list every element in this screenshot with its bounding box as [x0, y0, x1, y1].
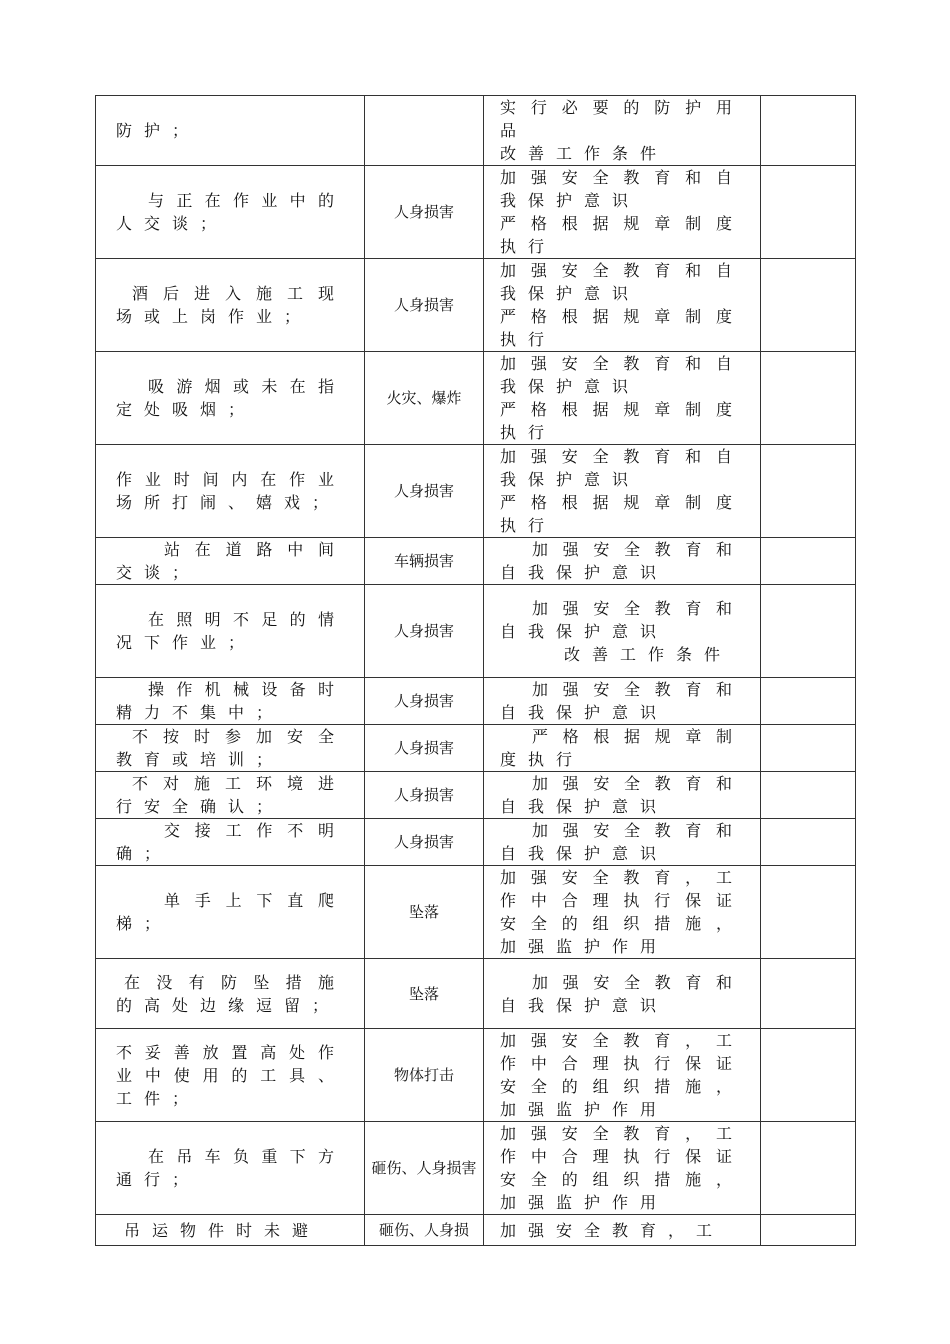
consequence-cell: 坠落: [365, 959, 484, 1029]
table-row: [96, 1029, 856, 1122]
hazard-cell: 与正在作业中的人交谈；: [96, 166, 365, 259]
measures-cell: [484, 352, 761, 445]
remark-cell: [761, 166, 856, 259]
consequence-cell: 人身损害: [365, 772, 484, 819]
measures-cell: [484, 1122, 761, 1215]
remark-cell: [761, 959, 856, 1029]
consequence-cell: 人身损害: [365, 725, 484, 772]
hazard-cell: 交接工作不明确；: [96, 819, 365, 866]
measure-line: 加强安全教育和自我保护意识: [500, 447, 744, 489]
measure-line: 加强安全教育和自我保护意识: [500, 540, 744, 582]
consequence-cell: 人身损害: [365, 678, 484, 725]
remark-cell: [761, 1029, 856, 1122]
measure-line: 加强安全教育和自我保护意识: [500, 774, 744, 816]
consequence-cell: 物体打击: [365, 1029, 484, 1122]
consequence-cell: 人身损害: [365, 259, 484, 352]
hazard-cell: 操作机械设备时精力不集中；: [96, 678, 365, 725]
measure-line: 加强安全教育和自我保护意识: [500, 821, 744, 863]
remark-cell: [761, 1122, 856, 1215]
hazard-cell: 吸游烟或未在指定处吸烟；: [96, 352, 365, 445]
consequence-cell: 火灾、爆炸: [365, 352, 484, 445]
table-row: [96, 352, 856, 445]
table-row: [96, 866, 856, 959]
measures-cell: [484, 772, 761, 819]
measures-cell: [484, 96, 761, 166]
measure-line: 加强安全教育和自我保护意识: [500, 168, 744, 210]
hazard-cell: 站在道路中间交谈；: [96, 538, 365, 585]
table-row: [96, 445, 856, 538]
measures-cell: [484, 678, 761, 725]
consequence-cell: 坠落: [365, 866, 484, 959]
table-row: [96, 772, 856, 819]
table-row: [96, 166, 856, 259]
table-row: [96, 1122, 856, 1215]
hazard-cell: 酒后进入施工现场或上岗作业；: [96, 259, 365, 352]
consequence-cell: [365, 96, 484, 166]
remark-cell: [761, 866, 856, 959]
hazard-cell: 在吊车负重下方通行；: [96, 1122, 365, 1215]
measures-cell: [484, 259, 761, 352]
remark-cell: [761, 259, 856, 352]
measure-line: 严格根据规章制度执行: [500, 214, 744, 256]
consequence-cell: 人身损害: [365, 445, 484, 538]
remark-cell: [761, 585, 856, 678]
remark-cell: [761, 445, 856, 538]
hazard-cell: 不妥善放置高处作业中使用的工具、工件；: [96, 1029, 365, 1122]
remark-cell: [761, 678, 856, 725]
measures-cell: [484, 725, 761, 772]
measures-cell: [484, 959, 761, 1029]
measures-cell: [484, 445, 761, 538]
consequence-cell: 砸伤、人身损: [365, 1215, 484, 1246]
measure-line: 实行必要的防护用品: [500, 98, 744, 140]
measure-line: 加强安全教育和自我保护意识: [500, 680, 744, 722]
table-row: [96, 725, 856, 772]
remark-cell: [761, 725, 856, 772]
table-row: [96, 678, 856, 725]
measure-line: 加强安全教育，工作中合理执行保证安全的组织措施，加强监护作用: [500, 1124, 744, 1212]
measure-line: 加强安全教育和自我保护意识: [500, 972, 744, 1015]
measure-line: 改善工作条件: [564, 644, 733, 664]
measure-line: 严格根据规章制度执行: [500, 493, 744, 535]
consequence-cell: 车辆损害: [365, 538, 484, 585]
consequence-cell: 砸伤、人身损害: [365, 1122, 484, 1215]
consequence-cell: 人身损害: [365, 585, 484, 678]
measure-line: 改善工作条件: [500, 144, 669, 163]
measure-line: 加强安全教育和自我保护意识: [500, 354, 744, 396]
measure-line: 严格根据规章制度执行: [500, 400, 744, 442]
measure-line: 加强安全教育，工作中合理执行保证安全的组织措施，加强监护作用: [500, 1031, 744, 1119]
measures-cell: [484, 166, 761, 259]
table-row: [96, 259, 856, 352]
table-row: [96, 585, 856, 678]
consequence-cell: 人身损害: [365, 166, 484, 259]
hazard-cell: 在没有防坠措施的高处边缘逗留；: [96, 959, 365, 1029]
remark-cell: [761, 772, 856, 819]
table-row: [96, 819, 856, 866]
table-row: [96, 538, 856, 585]
measure-line: 严格根据规章制度执行: [500, 307, 744, 349]
remark-cell: [761, 96, 856, 166]
hazard-cell: 在照明不足的情况下作业；: [96, 585, 365, 678]
table-row: [96, 959, 856, 1029]
hazard-cell: 作业时间内在作业场所打闹、嬉戏；: [96, 445, 365, 538]
measures-cell: [484, 585, 761, 678]
hazard-cell: 单手上下直爬梯；: [96, 866, 365, 959]
measures-cell: [484, 1215, 761, 1246]
measure-line: 加强安全教育，工作中合理执行保证安全的组织措施，加强监护作用: [500, 868, 744, 956]
remark-cell: [761, 1215, 856, 1246]
measures-cell: [484, 866, 761, 959]
measures-cell: [484, 538, 761, 585]
measure-line: 加强安全教育，工: [500, 1220, 725, 1240]
hazard-cell: 不对施工环境进行安全确认；: [96, 772, 365, 819]
table-row: [96, 1215, 856, 1246]
measure-line: 加强安全教育和自我保护意识: [500, 598, 744, 641]
measure-line: 加强安全教育和自我保护意识: [500, 261, 744, 303]
consequence-cell: 人身损害: [365, 819, 484, 866]
remark-cell: [761, 538, 856, 585]
remark-cell: [761, 352, 856, 445]
measures-cell: [484, 819, 761, 866]
measure-line: 严格根据规章制度执行: [500, 727, 744, 769]
hazard-cell: 防护；: [96, 96, 365, 166]
remark-cell: [761, 819, 856, 866]
hazard-cell: 不按时参加安全教育或培训；: [96, 725, 365, 772]
hazard-table: [95, 95, 856, 1246]
table-row: [96, 96, 856, 166]
measures-cell: [484, 1029, 761, 1122]
hazard-cell: 吊运物件时未避: [96, 1215, 365, 1246]
